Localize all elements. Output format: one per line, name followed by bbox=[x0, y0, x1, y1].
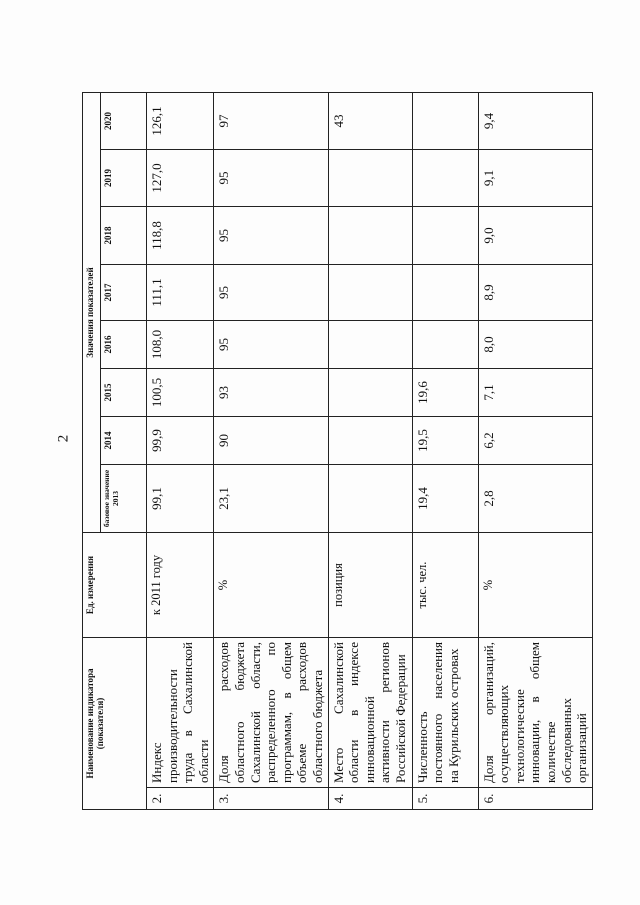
table-row bbox=[478, 92, 592, 809]
year-value bbox=[328, 417, 412, 465]
year-value: 95 bbox=[214, 321, 328, 369]
year-value: 43 bbox=[328, 92, 412, 149]
year-value: 7,1 bbox=[478, 369, 592, 417]
indicator-name: Место Сахалинской области в индексе инновационной активности регионов Российской Федерации bbox=[328, 638, 412, 788]
header-base: базовое значение 2013 bbox=[101, 465, 147, 533]
base-value: 19,4 bbox=[412, 465, 478, 533]
indicator-unit: позиция bbox=[328, 533, 412, 638]
year-value: 95 bbox=[214, 207, 328, 265]
row-number: 6. bbox=[478, 788, 592, 810]
indicator-unit: к 2011 году bbox=[147, 533, 214, 638]
table-row bbox=[412, 92, 478, 809]
header-year: 2020 bbox=[101, 92, 147, 149]
year-value: 108,0 bbox=[147, 321, 214, 369]
year-value: 118,8 bbox=[147, 207, 214, 265]
year-value: 127,0 bbox=[147, 150, 214, 207]
indicator-unit: % bbox=[478, 533, 592, 638]
year-value bbox=[412, 92, 478, 149]
header-name: Наименование индикатора (показателя) bbox=[83, 638, 147, 810]
indicator-unit: тыс. чел. bbox=[412, 533, 478, 638]
year-value bbox=[328, 207, 412, 265]
year-value: 9,4 bbox=[478, 92, 592, 149]
row-number: 5. bbox=[412, 788, 478, 810]
indicator-name: Доля организаций, осуществляющих технологические инновации, в общем количестве обследованных организаций bbox=[478, 638, 592, 788]
year-value bbox=[328, 369, 412, 417]
header-year: 2014 bbox=[101, 417, 147, 465]
base-value bbox=[328, 465, 412, 533]
year-value: 8,0 bbox=[478, 321, 592, 369]
year-value: 9,1 bbox=[478, 150, 592, 207]
year-value bbox=[328, 150, 412, 207]
row-number: 4. bbox=[328, 788, 412, 810]
year-value: 95 bbox=[214, 265, 328, 321]
base-value: 2,8 bbox=[478, 465, 592, 533]
header-year: 2019 bbox=[101, 150, 147, 207]
table-row bbox=[147, 92, 214, 809]
year-value: 9,0 bbox=[478, 207, 592, 265]
year-value: 6,2 bbox=[478, 417, 592, 465]
year-value: 97 bbox=[214, 92, 328, 149]
year-value bbox=[328, 321, 412, 369]
year-value bbox=[412, 321, 478, 369]
year-value: 111,1 bbox=[147, 265, 214, 321]
table-row bbox=[214, 92, 328, 809]
year-value: 19,5 bbox=[412, 417, 478, 465]
page-number: 2 bbox=[55, 434, 72, 443]
year-value bbox=[328, 265, 412, 321]
indicator-name: Индекс производительности труда в Сахалинской области bbox=[147, 638, 214, 788]
year-value bbox=[412, 207, 478, 265]
year-value: 126,1 bbox=[147, 92, 214, 149]
year-value: 90 bbox=[214, 417, 328, 465]
base-value: 99,1 bbox=[147, 465, 214, 533]
header-year: 2015 bbox=[101, 369, 147, 417]
row-number: 3. bbox=[214, 788, 328, 810]
year-value: 99,9 bbox=[147, 417, 214, 465]
header-year: 2016 bbox=[101, 321, 147, 369]
indicator-name: Численность постоянного населения на Курильских островах bbox=[412, 638, 478, 788]
year-value: 8,9 bbox=[478, 265, 592, 321]
year-value: 100,5 bbox=[147, 369, 214, 417]
table-row bbox=[328, 92, 412, 809]
indicator-unit: % bbox=[214, 533, 328, 638]
year-value bbox=[412, 150, 478, 207]
header-year: 2017 bbox=[101, 265, 147, 321]
row-number: 2. bbox=[147, 788, 214, 810]
header-unit: Ед. измерения bbox=[83, 533, 147, 638]
base-value: 23,1 bbox=[214, 465, 328, 533]
year-value: 19,6 bbox=[412, 369, 478, 417]
indicators-table bbox=[82, 92, 593, 810]
year-value bbox=[412, 265, 478, 321]
indicator-name: Доля расходов областного бюджета Сахалинской области, распределенного по программам, в общем объеме расходов областного бюджета bbox=[214, 638, 328, 788]
header-values-group: Значения показателей bbox=[83, 92, 101, 532]
year-value: 93 bbox=[214, 369, 328, 417]
header-year: 2018 bbox=[101, 207, 147, 265]
year-value: 95 bbox=[214, 150, 328, 207]
